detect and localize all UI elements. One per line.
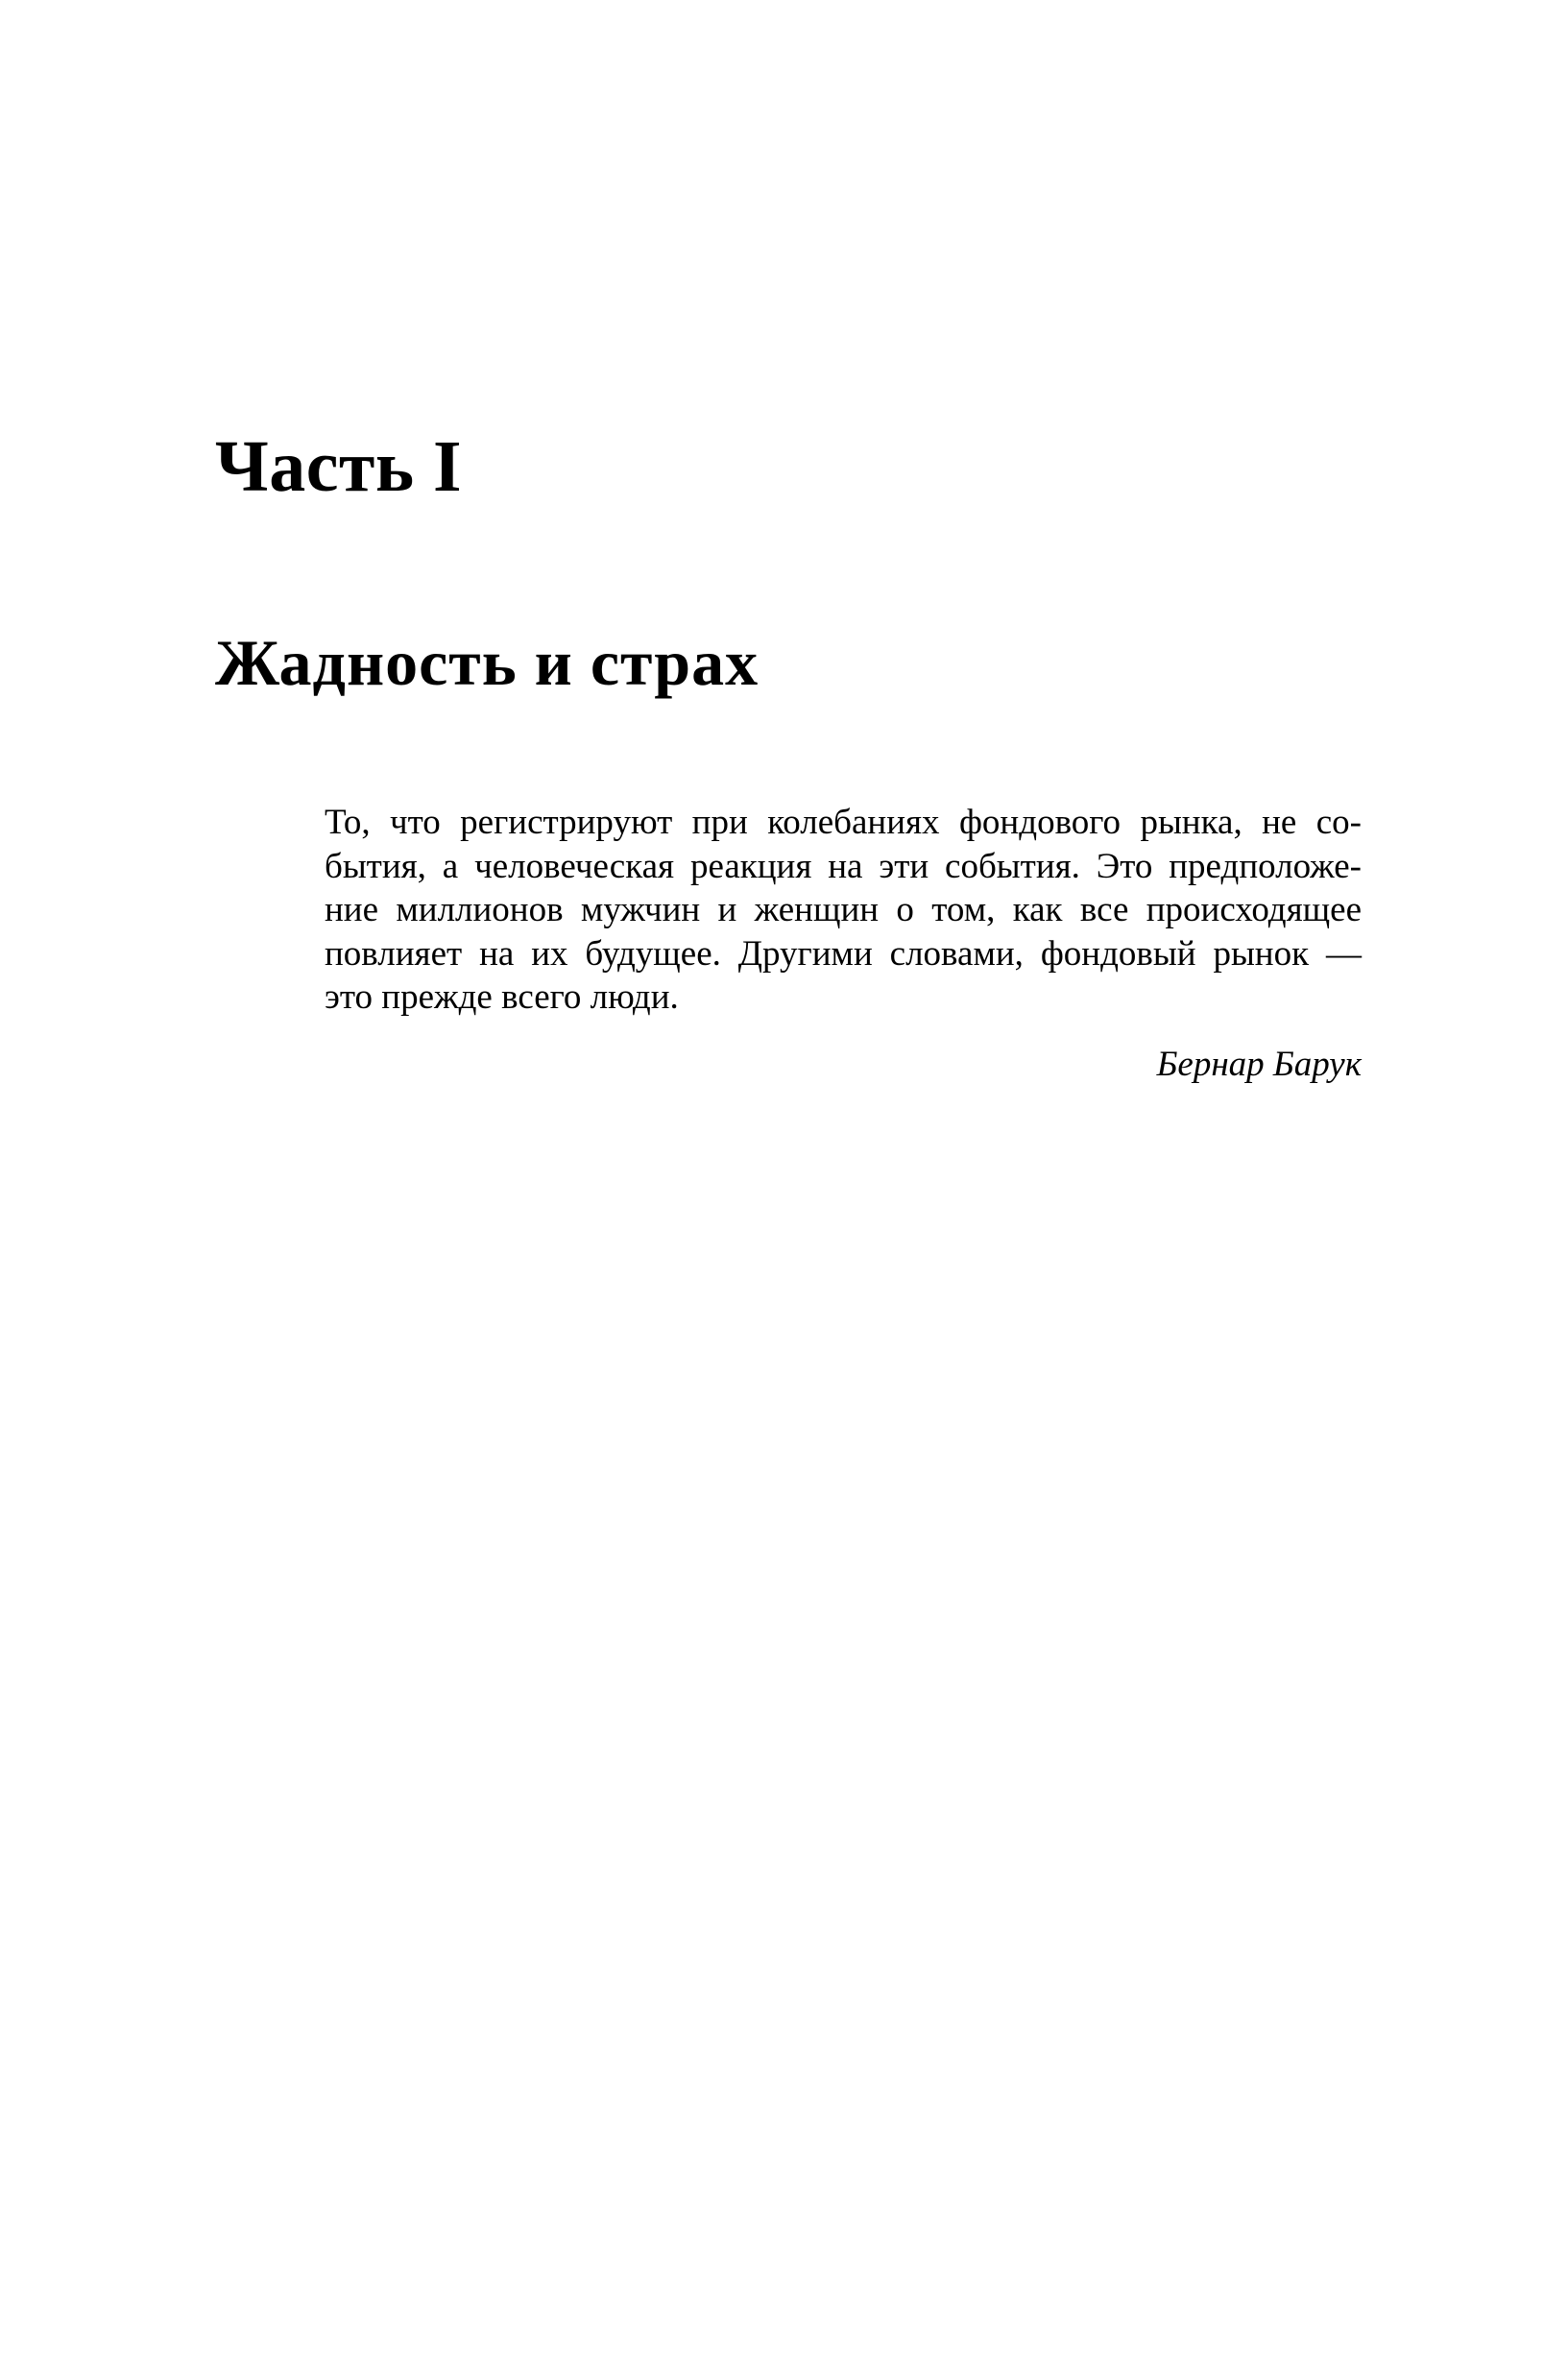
epigraph-line: повлияет на их будущее. Другими словами, фондовый рынок — (325, 933, 1362, 974)
epigraph-line: это прежде всего люди. (325, 977, 679, 1017)
epigraph-line: То, что регистрируют при колебаниях фондового рынка, не со- (325, 803, 1362, 842)
epigraph-line: бытия, а человеческая реакция на эти события. Это предположе- (325, 846, 1362, 886)
chapter-title: Жадность и страх (215, 626, 760, 699)
part-title: Часть I (215, 426, 463, 507)
epigraph-author: Бернар Барук (1156, 1045, 1362, 1084)
epigraph-line: ние миллионов мужчин и женщин о том, как все происходящее (325, 890, 1362, 929)
epigraph (325, 801, 1362, 1020)
